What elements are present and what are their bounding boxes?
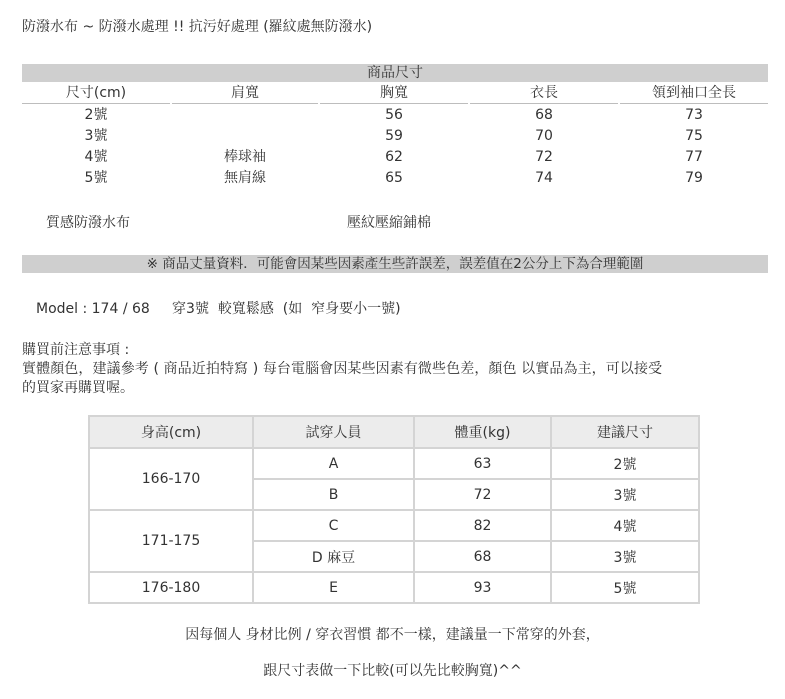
fit-weight-cell: 68 xyxy=(414,541,551,572)
fit-header-person: 試穿人員 xyxy=(253,416,414,448)
fit-height-cell: 166-170 xyxy=(89,448,253,510)
fit-weight-cell: 72 xyxy=(414,479,551,510)
size-cell: 72 xyxy=(535,149,553,165)
fit-table xyxy=(88,415,700,604)
fit-person-cell: A xyxy=(253,448,414,479)
fit-person-cell: B xyxy=(253,479,414,510)
size-header-shoulder: 肩寬 xyxy=(172,84,318,104)
table-row xyxy=(89,448,699,479)
size-cell: 77 xyxy=(685,149,703,165)
table-row xyxy=(89,510,699,541)
purchase-notice-title: 購買前注意事項 : xyxy=(22,342,130,358)
fabric-lining: 壓紋壓縮鋪棉 xyxy=(347,215,431,231)
size-cell: 73 xyxy=(685,107,703,123)
size-cell: 70 xyxy=(535,128,553,144)
size-cell: 5號 xyxy=(84,170,108,186)
size-cell: 68 xyxy=(535,107,553,123)
fit-size-cell: 2號 xyxy=(551,448,699,479)
purchase-notice-line2: 的買家再購買喔。 xyxy=(22,380,134,396)
size-cell: 無肩線 xyxy=(224,170,266,186)
size-cell: 56 xyxy=(385,107,403,123)
fit-weight-cell: 82 xyxy=(414,510,551,541)
size-cell: 59 xyxy=(385,128,403,144)
fit-weight-cell: 63 xyxy=(414,448,551,479)
fit-person-cell: D 麻豆 xyxy=(253,541,414,572)
fit-height-cell: 171-175 xyxy=(89,510,253,572)
purchase-notice-line1: 實體顏色，建議參考 ( 商品近拍特寫 ) 每台電腦會因某些因素有微些色差，顏色 以實品為主，可以接受 xyxy=(22,361,663,377)
size-cell: 3號 xyxy=(84,128,108,144)
fit-size-cell: 3號 xyxy=(551,541,699,572)
fit-header-size: 建議尺寸 xyxy=(551,416,699,448)
footer-line1: 因每個人 身材比例 / 穿衣習慣 都不一樣，建議量一下常穿的外套， xyxy=(185,627,600,643)
size-cell: 4號 xyxy=(84,149,108,165)
size-cell: 62 xyxy=(385,149,403,165)
size-table-title: 商品尺寸 xyxy=(22,64,768,82)
size-header-length: 衣長 xyxy=(470,84,618,104)
size-cell xyxy=(172,105,318,126)
fit-size-cell: 4號 xyxy=(551,510,699,541)
size-cell xyxy=(172,126,318,147)
fit-header-weight: 體重(kg) xyxy=(414,416,551,448)
size-cell: 74 xyxy=(535,170,553,186)
size-cell: 75 xyxy=(685,128,703,144)
fit-height-cell: 176-180 xyxy=(89,572,253,603)
fit-person-cell: E xyxy=(253,572,414,603)
size-header-sleeve: 領到袖口全長 xyxy=(620,84,768,104)
fit-weight-cell: 93 xyxy=(414,572,551,603)
intro-text: 防潑水布 ~ 防潑水處理 !! 抗污好處理 (羅紋處無防潑水) xyxy=(22,19,373,35)
size-header-size: 尺寸(cm) xyxy=(22,84,170,104)
fit-person-cell: C xyxy=(253,510,414,541)
fit-table-header xyxy=(89,416,699,448)
table-row xyxy=(89,572,699,603)
model-info: Model : 174 / 68 穿3號 較寬鬆感 (如 窄身要小一號) xyxy=(36,301,401,317)
size-cell: 65 xyxy=(385,170,403,186)
fabric-outer: 質感防潑水布 xyxy=(46,215,130,231)
measurement-note: ※ 商品丈量資料．可能會因某些因素產生些許誤差，誤差值在2公分上下為合理範圍 xyxy=(22,255,768,273)
size-cell: 79 xyxy=(685,170,703,186)
size-cell: 2號 xyxy=(84,107,108,123)
fit-size-cell: 5號 xyxy=(551,572,699,603)
size-header-chest: 胸寬 xyxy=(320,84,468,104)
fit-header-height: 身高(cm) xyxy=(89,416,253,448)
size-cell: 棒球袖 xyxy=(224,149,266,165)
footer-line2: 跟尺寸表做一下比較(可以先比較胸寬)^^ xyxy=(263,663,522,679)
fit-size-cell: 3號 xyxy=(551,479,699,510)
